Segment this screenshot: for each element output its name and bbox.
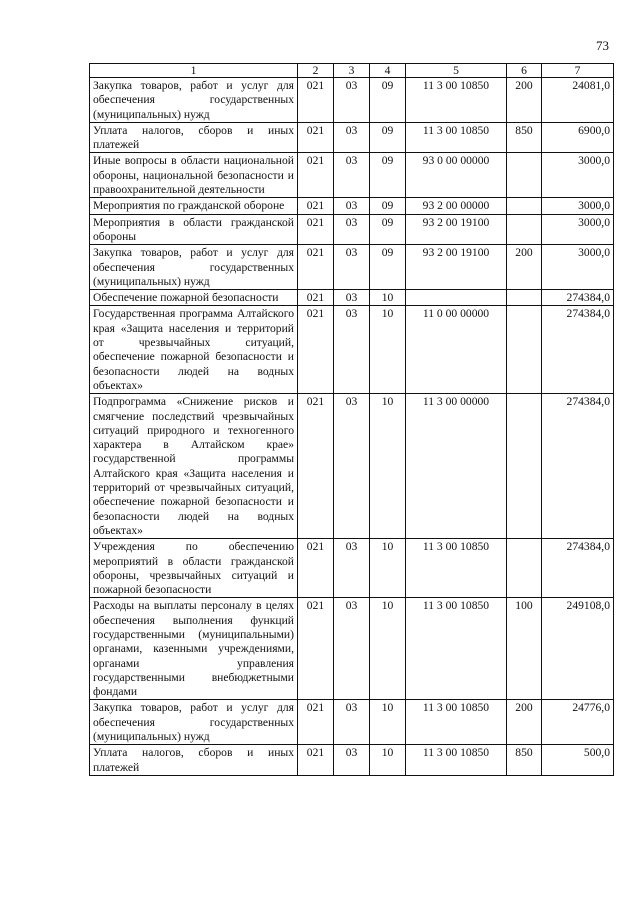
column-header: 3 [334,64,370,78]
amount-cell: 24081,0 [542,78,614,123]
target-article-cell: 93 2 00 19100 [406,214,507,245]
table-row [90,598,614,700]
expense-name-cell: Уплата налогов, сборов и иных платежей [90,122,298,153]
subsection-code-cell: 10 [370,539,406,598]
expense-type-cell [507,539,542,598]
target-article-cell: 11 0 00 00000 [406,306,507,394]
subsection-code-cell: 09 [370,214,406,245]
expense-type-cell [507,214,542,245]
subsection-code-cell: 09 [370,78,406,123]
budget-table [89,63,614,776]
department-code-cell: 021 [298,394,334,539]
expense-name-cell: Государственная программа Алтайского края «Защита населения и территорий от чрезвычайных ситуаций, обеспечение пожарной безопасности и безопасности людей на водных объектах» [90,306,298,394]
target-article-cell: 11 3 00 10850 [406,745,507,776]
amount-cell: 3000,0 [542,153,614,198]
department-code-cell: 021 [298,153,334,198]
department-code-cell: 021 [298,745,334,776]
subsection-code-cell: 10 [370,306,406,394]
department-code-cell: 021 [298,122,334,153]
section-code-cell: 03 [334,306,370,394]
section-code-cell: 03 [334,214,370,245]
expense-name-cell: Закупка товаров, работ и услуг для обеспечения государственных (муниципальных) нужд [90,78,298,123]
expense-type-cell: 200 [507,245,542,290]
table-row [90,245,614,290]
department-code-cell: 021 [298,539,334,598]
target-article-cell: 93 0 00 00000 [406,153,507,198]
expense-name-cell: Закупка товаров, работ и услуг для обеспечения государственных (муниципальных) нужд [90,700,298,745]
target-article-cell: 93 2 00 00000 [406,198,507,214]
target-article-cell: 11 3 00 10850 [406,122,507,153]
amount-cell: 274384,0 [542,306,614,394]
subsection-code-cell: 10 [370,290,406,306]
section-code-cell: 03 [334,745,370,776]
expense-type-cell: 100 [507,598,542,700]
department-code-cell: 021 [298,306,334,394]
column-header: 4 [370,64,406,78]
target-article-cell: 11 3 00 10850 [406,598,507,700]
expense-name-cell: Уплата налогов, сборов и иных платежей [90,745,298,776]
table-row [90,394,614,539]
section-code-cell: 03 [334,700,370,745]
expense-name-cell: Расходы на выплаты персоналу в целях обеспечения выполнения функций государственными (муниципальными) органами, казенными учреждениями, органами управления государственными внебюджетными фондами [90,598,298,700]
department-code-cell: 021 [298,214,334,245]
amount-cell: 274384,0 [542,394,614,539]
column-header: 2 [298,64,334,78]
expense-name-cell: Мероприятия в области гражданской обороны [90,214,298,245]
amount-cell: 500,0 [542,745,614,776]
table-row [90,700,614,745]
expense-type-cell [507,290,542,306]
expense-type-cell: 200 [507,700,542,745]
expense-name-cell: Обеспечение пожарной безопасности [90,290,298,306]
expense-type-cell [507,153,542,198]
section-code-cell: 03 [334,78,370,123]
amount-cell: 6900,0 [542,122,614,153]
amount-cell: 3000,0 [542,198,614,214]
expense-type-cell: 850 [507,745,542,776]
column-header: 7 [542,64,614,78]
department-code-cell: 021 [298,290,334,306]
section-code-cell: 03 [334,245,370,290]
target-article-cell: 11 3 00 10850 [406,539,507,598]
amount-cell: 3000,0 [542,214,614,245]
department-code-cell: 021 [298,700,334,745]
amount-cell: 274384,0 [542,539,614,598]
section-code-cell: 03 [334,598,370,700]
column-header: 5 [406,64,507,78]
department-code-cell: 021 [298,78,334,123]
expense-name-cell: Иные вопросы в области национальной обороны, национальной безопасности и правоохранительной деятельности [90,153,298,198]
table-row [90,122,614,153]
expense-name-cell: Мероприятия по гражданской обороне [90,198,298,214]
amount-cell: 274384,0 [542,290,614,306]
section-code-cell: 03 [334,122,370,153]
target-article-cell: 93 2 00 19100 [406,245,507,290]
expense-type-cell [507,198,542,214]
amount-cell: 3000,0 [542,245,614,290]
subsection-code-cell: 10 [370,394,406,539]
table-row [90,290,614,306]
target-article-cell: 11 3 00 10850 [406,78,507,123]
subsection-code-cell: 10 [370,598,406,700]
subsection-code-cell: 09 [370,245,406,290]
expense-type-cell [507,394,542,539]
table-row [90,539,614,598]
amount-cell: 249108,0 [542,598,614,700]
table-row [90,198,614,214]
subsection-code-cell: 10 [370,700,406,745]
section-code-cell: 03 [334,539,370,598]
column-header: 1 [90,64,298,78]
expense-name-cell: Учреждения по обеспечению мероприятий в области гражданской обороны, чрезвычайных ситуаций и пожарной безопасности [90,539,298,598]
table-body [90,78,614,776]
column-header: 6 [507,64,542,78]
subsection-code-cell: 09 [370,198,406,214]
section-code-cell: 03 [334,394,370,539]
department-code-cell: 021 [298,245,334,290]
department-code-cell: 021 [298,598,334,700]
department-code-cell: 021 [298,198,334,214]
expense-name-cell: Подпрограмма «Снижение рисков и смягчение последствий чрезвычайных ситуаций природного и техногенного характера в Алтайском крае» государственной программы Алтайского края «Защита населения и территорий от чрезвычайных ситуаций, обеспечение пожарной безопасности и безопасности людей на водных объектах» [90,394,298,539]
target-article-cell: 11 3 00 00000 [406,394,507,539]
expense-type-cell: 850 [507,122,542,153]
expense-name-cell: Закупка товаров, работ и услуг для обеспечения государственных (муниципальных) нужд [90,245,298,290]
table-row [90,214,614,245]
table-row [90,306,614,394]
subsection-code-cell: 09 [370,153,406,198]
amount-cell: 24776,0 [542,700,614,745]
table-header-row [90,64,614,78]
section-code-cell: 03 [334,153,370,198]
subsection-code-cell: 09 [370,122,406,153]
expense-type-cell [507,306,542,394]
subsection-code-cell: 10 [370,745,406,776]
table-row [90,153,614,198]
section-code-cell: 03 [334,198,370,214]
table-row [90,78,614,123]
section-code-cell: 03 [334,290,370,306]
target-article-cell [406,290,507,306]
page-number: 73 [596,38,609,53]
target-article-cell: 11 3 00 10850 [406,700,507,745]
expense-type-cell: 200 [507,78,542,123]
table-row [90,745,614,776]
